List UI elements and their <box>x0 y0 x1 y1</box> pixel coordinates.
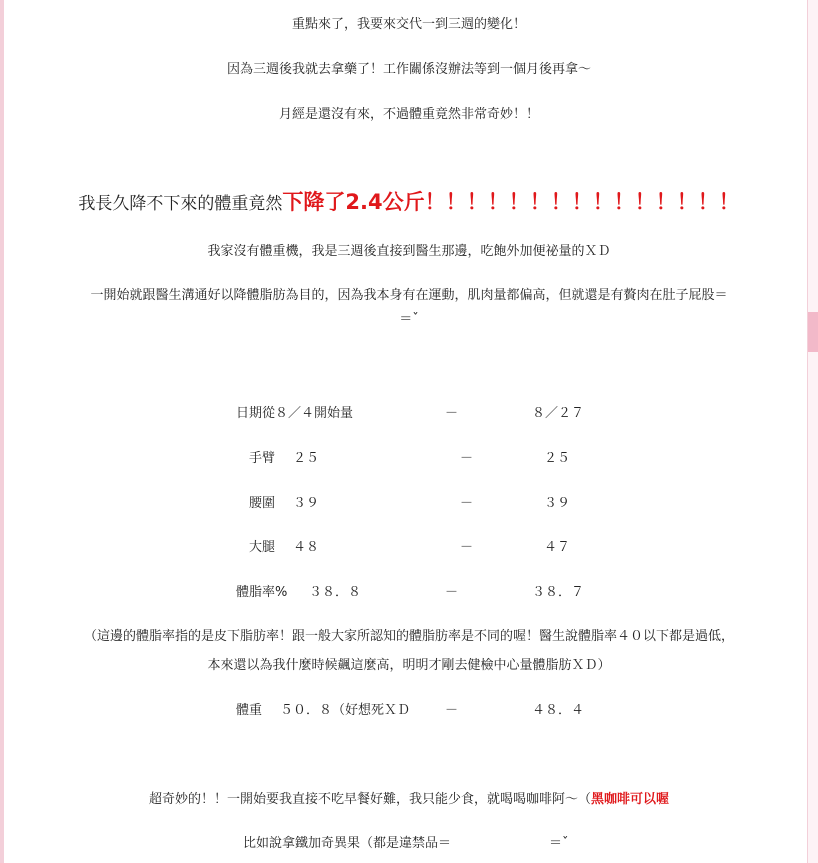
paragraph-medicine-pickup: 因為三週後我就去拿藥了！工作關係沒辦法等到一個月後再拿～ <box>226 62 591 77</box>
row-label: 手臂 <box>249 451 276 466</box>
scrollbar-track[interactable] <box>807 0 818 863</box>
row-label: 腰圍 <box>249 496 276 511</box>
paragraph-body-fat-note-line1: （這邊的體脂率指的是皮下脂肪率！跟一般大家所認知的體脂肪率是不同的喔！醫生說體脂率４０以下都是過低， <box>83 629 734 644</box>
row-start-value: ５０．８（好想死ＸＤ <box>280 703 411 718</box>
scrollbar-thumb[interactable] <box>808 312 818 352</box>
latte-kiwi-text: 比如說拿鐵加奇異果（都是違禁品＝ <box>243 836 452 851</box>
row-label: 日期從８／４開始量 <box>236 406 354 421</box>
row-start-value: ２５ <box>293 451 320 466</box>
row-label: 體重 <box>236 703 263 718</box>
row-dash: － <box>445 703 459 718</box>
row-end-value: ４７ <box>544 540 571 555</box>
weight-drop-lead: 我長久降不下來的體重竟然 <box>78 194 283 214</box>
breakfast-text: 超奇妙的！！一開始要我直接不吃早餐好難，我只能少食，就喝喝咖啡阿～（ <box>148 792 591 807</box>
weight-drop-highlight: 下降了2.4公斤！！！！！！！！！！！！！！！ <box>282 190 740 214</box>
row-dash: － <box>460 540 474 555</box>
row-end-value: ３９ <box>544 496 571 511</box>
paragraph-weight-drop <box>0 186 818 216</box>
row-label: 體脂率% <box>236 585 288 600</box>
paragraph-body-fat-note-line2: 本來還以為我什麼時候飆這麼高，明明才剛去健檢中心量體脂肪ＸＤ） <box>207 658 611 673</box>
paragraph-period-weight: 月經是還沒有來，不過體重竟然非常奇妙！！ <box>278 107 539 122</box>
row-start-value: ４８ <box>293 540 320 555</box>
row-end-value: ８／２７ <box>532 406 585 421</box>
paragraph-three-week-intro: 重點來了，我要來交代一到三週的變化！ <box>291 17 526 32</box>
row-start-value: ３９ <box>293 496 320 511</box>
row-label: 大腿 <box>249 540 276 555</box>
row-dash: － <box>460 451 474 466</box>
black-coffee-highlight: 黑咖啡可以喔 <box>591 792 670 807</box>
paragraph-no-scale: 我家沒有體重機，我是三週後直接到醫生那邊，吃飽外加便祕量的ＸＤ <box>207 244 611 259</box>
paragraph-breakfast <box>12 788 806 807</box>
latte-kiwi-emote: ＝ˇ <box>549 836 569 851</box>
row-dash: － <box>445 585 459 600</box>
row-dash: － <box>445 406 459 421</box>
paragraph-doctor-goal-line2: ＝ˇ <box>399 312 419 327</box>
row-start-value: ３８．８ <box>309 585 362 600</box>
row-end-value: ３８．７ <box>532 585 585 600</box>
row-end-value: ４８．４ <box>532 703 585 718</box>
paragraph-doctor-goal-line1: 一開始就跟醫生溝通好以降體脂肪為目的，因為我本身有在運動，肌肉量都偏高，但就還是有贅肉在肚子屁股＝ <box>90 288 728 303</box>
row-end-value: ２５ <box>544 451 571 466</box>
row-dash: － <box>460 496 474 511</box>
